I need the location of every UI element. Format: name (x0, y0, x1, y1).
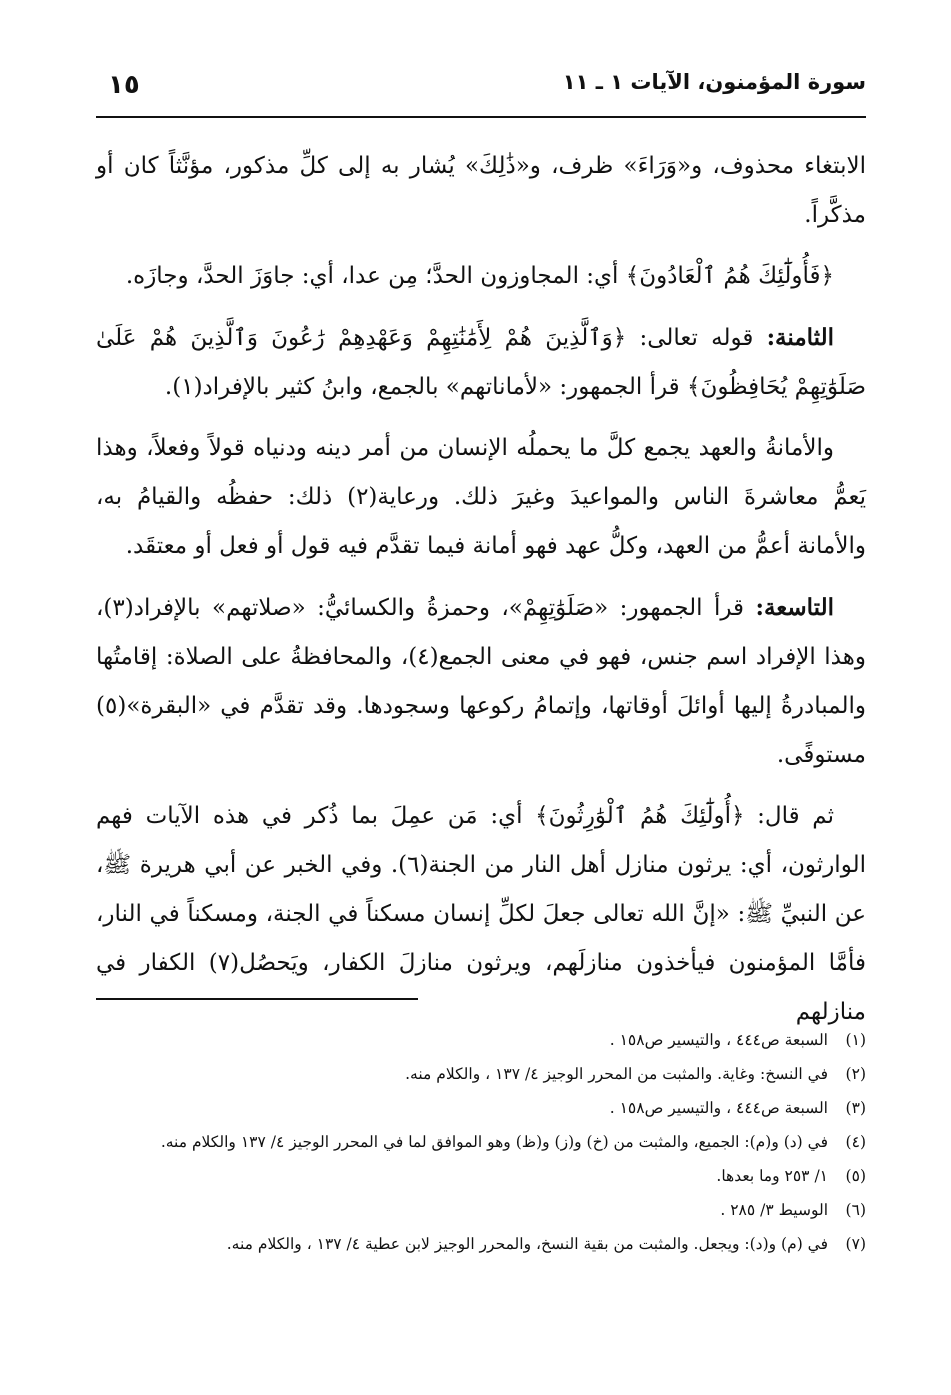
footnote-text: في (م) و(د): ويجعل. والمثبت من بقية النسخ، والمحرر الوجيز لابن عطية ٤/ ١٣٧ ، والكلام منه. (226, 1235, 828, 1253)
footnotes (96, 1026, 866, 1264)
paragraph-6 (96, 792, 866, 1037)
paragraph-text: الابتغاء محذوف، و«وَرَاءَ» ظرف، و«ذَٰلِكَ» يُشار به إلى كلِّ مذكور، مؤنَّثاً كان أو مذكَّراً. (96, 153, 866, 228)
footnote-text: في (د) و(م): الجميع، والمثبت من (خ) و(ز) و(ظ) وهو الموافق لما في المحرر الوجيز ٤/ ١٣٧ والكلام منه. (160, 1133, 828, 1151)
paragraph-text: قوله تعالى: ﴿وَٱلَّذِينَ هُمْ لِأَمَٰنَٰتِهِمْ وَعَهْدِهِمْ رَٰعُونَ وَٱلَّذِينَ هُمْ عَلَىٰ صَلَوَٰتِهِمْ يُحَافِظُونَ﴾ قرأ الجمهور: «لأماناتهم» بالجمع، وابنُ كثير بالإفراد(١). (96, 325, 866, 400)
paragraph-3 (96, 313, 866, 412)
running-title: سورة المؤمنون، الآيات ١ ـ ١١ (562, 70, 866, 94)
paragraph-1 (96, 142, 866, 240)
paragraph-2 (96, 252, 866, 301)
footnote-number: (٢) (845, 1065, 866, 1083)
footnote-number: (٤) (845, 1133, 866, 1151)
paragraph-lead: التاسعة: (755, 594, 835, 621)
footnote-text: الوسيط ٣/ ٢٨٥ . (720, 1201, 828, 1219)
footnote-number: (٦) (845, 1201, 866, 1219)
footnote-2 (96, 1060, 866, 1088)
paragraph-text: ﴿فَأُولَٰٓئِكَ هُمُ ٱلْعَادُونَ﴾ أي: المجاوزون الحدَّ؛ مِن عدا، أي: جاوَزَ الحدَّ، وجازَه. (125, 263, 834, 289)
footnote-7 (96, 1230, 866, 1258)
footnote-number: (٥) (845, 1167, 866, 1185)
footnote-4 (96, 1128, 866, 1156)
footnote-text: السبعة ص٤٤٤ ، والتيسير ص١٥٨ . (609, 1031, 828, 1049)
footnote-1 (96, 1026, 866, 1054)
page-number: ١٥ (108, 70, 140, 100)
paragraph-lead: الثامنة: (766, 324, 834, 351)
page-header (96, 62, 866, 118)
paragraph-text: والأمانةُ والعهد يجمع كلَّ ما يحملُه الإنسان من أمر دينه ودنياه قولاً وفعلاً، وهذا يَعمُّ معاشرةَ الناس والمواعيدَ وغيرَ ذلك. ورعاية(٢) ذلك: حفظُه والقيامُ به، والأمانة أعمُّ من العهد، وكلُّ عهد فهو أمانة فيما تقدَّم فيه قول أو فعل أو معتقَد. (96, 435, 867, 559)
footnote-text: ١/ ٢٥٣ وما بعدها. (716, 1167, 828, 1185)
footnote-text: السبعة ص٤٤٤ ، والتيسير ص١٥٨ . (609, 1099, 828, 1117)
footnote-number: (٣) (845, 1099, 866, 1117)
footnote-number: (١) (845, 1031, 866, 1049)
paragraph-4 (96, 424, 866, 571)
paragraph-5 (96, 583, 866, 780)
footnote-6 (96, 1196, 866, 1224)
footnote-divider (96, 998, 418, 1000)
footnote-number: (٧) (845, 1235, 866, 1253)
paragraph-text: قرأ الجمهور: «صَلَوَٰتِهِمْ»، وحمزةُ والكسائيُّ: «صلاتهم» بالإفراد(٣)، وهذا الإفراد اسم جنس، فهو في معنى الجمع(٤)، والمحافظةُ على الصلاة: إقامتُها والمبادرةُ إليها أوائلَ أوقاتها، وإتمامُ ركوعها وسجودها. وقد تقدَّم في «البقرة»(٥) مستوفًى. (96, 595, 866, 768)
footnote-text: في النسخ: وغاية. والمثبت من المحرر الوجيز ٤/ ١٣٧ ، والكلام منه. (405, 1065, 828, 1083)
paragraph-text: ثم قال: ﴿أُولَٰٓئِكَ هُمُ ٱلْوَٰرِثُونَ﴾ أي: مَن عمِلَ بما ذُكر في هذه الآيات فهم الوارثون، أي: يرثون منازل أهل النار من الجنة(٦). وفي الخبر عن أبي هريرة ﷺ، عن النبيِّ ﷺ: «إنَّ الله تعالى جعلَ لكلِّ إنسان مسكناً في الجنة، ومسكناً في النار، فأمَّا المؤمنون فيأخذون منازلَهم، ويرثون منازلَ الكفار، ويَحصُل(٧) الكفار في منازلهم (96, 803, 866, 1025)
main-text (96, 142, 866, 1037)
footnote-5 (96, 1162, 866, 1190)
footnote-3 (96, 1094, 866, 1122)
